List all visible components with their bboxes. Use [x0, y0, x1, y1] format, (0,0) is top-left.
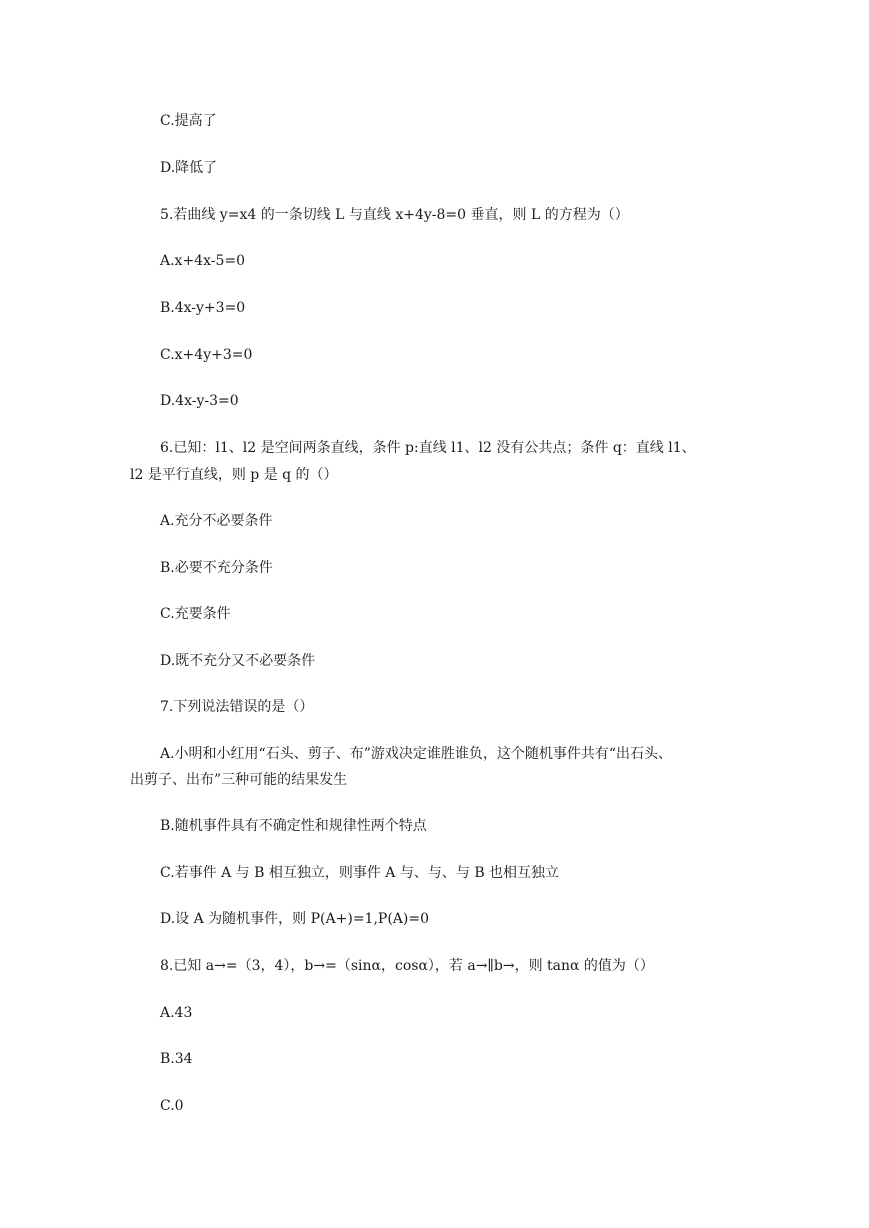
option-d-q4: D.降低了 — [160, 160, 218, 176]
option-c-q7: C.若事件 A 与 B 相互独立，则事件 A 与、与、与 B 也相互独立 — [160, 865, 560, 881]
option-b-q5: B.4x-y+3=0 — [160, 300, 246, 316]
option-d-q6: D.既不充分又不必要条件 — [160, 653, 316, 669]
option-c-q8: C.0 — [160, 1098, 184, 1114]
option-a-q5: A.x+4x-5=0 — [160, 253, 246, 269]
option-c-q4: C.提高了 — [160, 113, 217, 129]
option-a-q6: A.充分不必要条件 — [160, 513, 273, 529]
question-5: 5.若曲线 y=x4 的一条切线 L 与直线 x+4y-8=0 垂直，则 L 的方程为（） — [160, 207, 629, 223]
option-a-q7-line-2: 出剪子、出布”三种可能的结果发生 — [130, 772, 348, 788]
option-b-q6: B.必要不充分条件 — [160, 560, 273, 576]
option-c-q6: C.充要条件 — [160, 606, 231, 622]
option-b-q8: B.34 — [160, 1051, 193, 1067]
option-a-q7-line-1: A.小明和小红用“石头、剪子、布”游戏决定谁胜谁负，这个随机事件共有“出石头、 — [160, 746, 673, 762]
option-c-q5: C.x+4y+3=0 — [160, 347, 253, 363]
question-8: 8.已知 a→=（3，4），b→=（sinα，cosα），若 a→∥b→，则 tanα 的值为（） — [160, 958, 654, 974]
option-a-q8: A.43 — [160, 1005, 193, 1021]
question-6-line-1: 6.已知：l1、l2 是空间两条直线，条件 p:直线 l1、l2 没有公共点；条件 q：直线 l1、 — [160, 440, 696, 456]
option-d-q7: D.设 A 为随机事件，则 P(A+)=1,P(A)=0 — [160, 911, 430, 927]
option-d-q5: D.4x-y-3=0 — [160, 393, 239, 409]
option-b-q7: B.随机事件具有不确定性和规律性两个特点 — [160, 818, 427, 834]
question-7: 7.下列说法错误的是（） — [160, 699, 314, 715]
question-6-line-2: l2 是平行直线，则 p 是 q 的（） — [130, 467, 338, 483]
